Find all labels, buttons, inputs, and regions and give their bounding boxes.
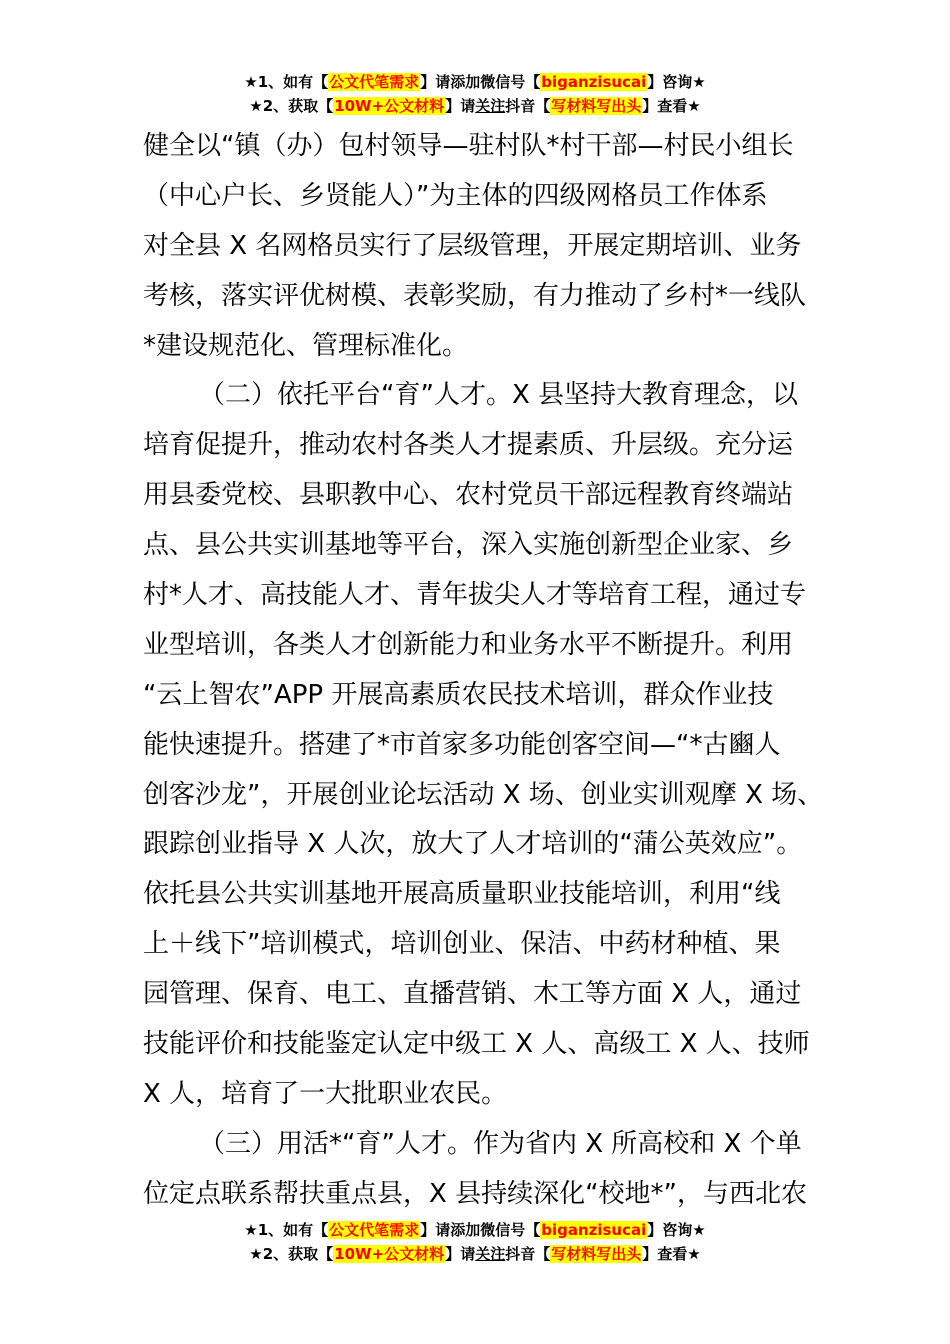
text-line: 上＋线下”培训模式，培训创业、保洁、中药材种植、果: [143, 929, 781, 960]
highlight-materials: 10W+公文材料: [334, 97, 445, 115]
text-line: 创客沙龙”，开展创业论坛活动 X 场、创业实训观摩 X 场、: [143, 779, 824, 810]
banner-text: ★1、如有【: [244, 1221, 329, 1239]
banner-text: 】咨询★: [647, 73, 706, 91]
banner-text: 】查看★: [642, 1245, 701, 1263]
highlight-ghostwriting: 公文代笔需求: [329, 73, 420, 91]
banner-text: 】咨询★: [647, 1221, 706, 1239]
highlight-douyin-account: 写材料写出头: [551, 1245, 642, 1263]
section-heading-line: （三）用活*“育”人才。作为省内 X 所高校和 X 个单: [199, 1128, 802, 1159]
text-line: 对全县 X 名网格员实行了层级管理，开展定期培训、业务: [143, 230, 802, 261]
banner-text: ★1、如有【: [244, 73, 329, 91]
text-line: 点、县公共实训基地等平台，深入实施创新型企业家、乡: [143, 530, 794, 561]
banner-text: 抖音【: [505, 97, 551, 115]
text-line: 位定点联系帮扶重点县，X 县持续深化“校地*”，与西北农: [143, 1178, 808, 1209]
text-line: 村*人才、高技能人才、青年拔尖人才等培育工程，通过专: [143, 580, 807, 611]
bottom-banner-line-1: [0, 1218, 950, 1242]
banner-text: 】请: [445, 97, 476, 115]
text-line: 能快速提升。搭建了*市首家多功能创客空间—“*古豳人: [143, 729, 781, 760]
bottom-banner-line-2: [0, 1242, 950, 1266]
banner-text: ★2、获取【: [249, 97, 334, 115]
banner-text: 】请添加微信号【: [420, 73, 541, 91]
document-body: [143, 122, 823, 1220]
highlight-wechat-id: biganzisucai: [541, 73, 647, 91]
text-line: X 人，培育了一大批职业农民。: [143, 1078, 508, 1109]
banner-text: 】请: [445, 1245, 476, 1263]
text-line: 培育促提升，推动农村各类人才提素质、升层级。充分运: [143, 430, 794, 461]
highlight-ghostwriting: 公文代笔需求: [329, 1221, 420, 1239]
highlight-materials: 10W+公文材料: [334, 1245, 445, 1263]
banner-text: 抖音【: [505, 1245, 551, 1263]
banner-underlined-text: 关注: [475, 97, 506, 115]
banner-text: 】查看★: [642, 97, 701, 115]
top-banner-line-2: [0, 94, 950, 118]
text-line: 跟踪创业指导 X 人次，放大了人才培训的“蒲公英效应”。: [143, 829, 803, 860]
text-line: 健全以“镇（办）包村领导—驻村队*村干部—村民小组长: [143, 131, 794, 161]
banner-underlined-text: 关注: [475, 1245, 506, 1263]
text-line: 园管理、保育、电工、直播营销、木工等方面 X 人，通过: [143, 979, 802, 1010]
text-line: 考核，落实评优树模、表彰奖励，有力推动了乡村*一线队: [143, 280, 807, 311]
banner-text: 】请添加微信号【: [420, 1221, 541, 1239]
text-line: *建设规范化、管理标准化。: [143, 330, 469, 361]
text-line: 用县委党校、县职教中心、农村党员干部远程教育终端站: [143, 480, 794, 511]
highlight-douyin-account: 写材料写出头: [551, 97, 642, 115]
banner-text: ★2、获取【: [249, 1245, 334, 1263]
highlight-wechat-id: biganzisucai: [541, 1221, 647, 1239]
text-line: 技能评价和技能鉴定认定中级工 X 人、高级工 X 人、技师: [143, 1029, 810, 1060]
text-line: “云上智农”APP 开展高素质农民技术培训，群众作业技: [143, 679, 774, 710]
text-line: （中心户长、乡贤能人）”为主体的四级网格员工作体系: [143, 180, 768, 211]
top-banner-line-1: [0, 70, 950, 94]
text-line: 依托县公共实训基地开展高质量职业技能培训，利用“线: [143, 879, 781, 910]
section-heading-line: （二）依托平台“育”人才。X 县坚持大教育理念，以: [199, 380, 799, 411]
text-line: 业型培训，各类人才创新能力和业务水平不断提升。利用: [143, 629, 794, 660]
